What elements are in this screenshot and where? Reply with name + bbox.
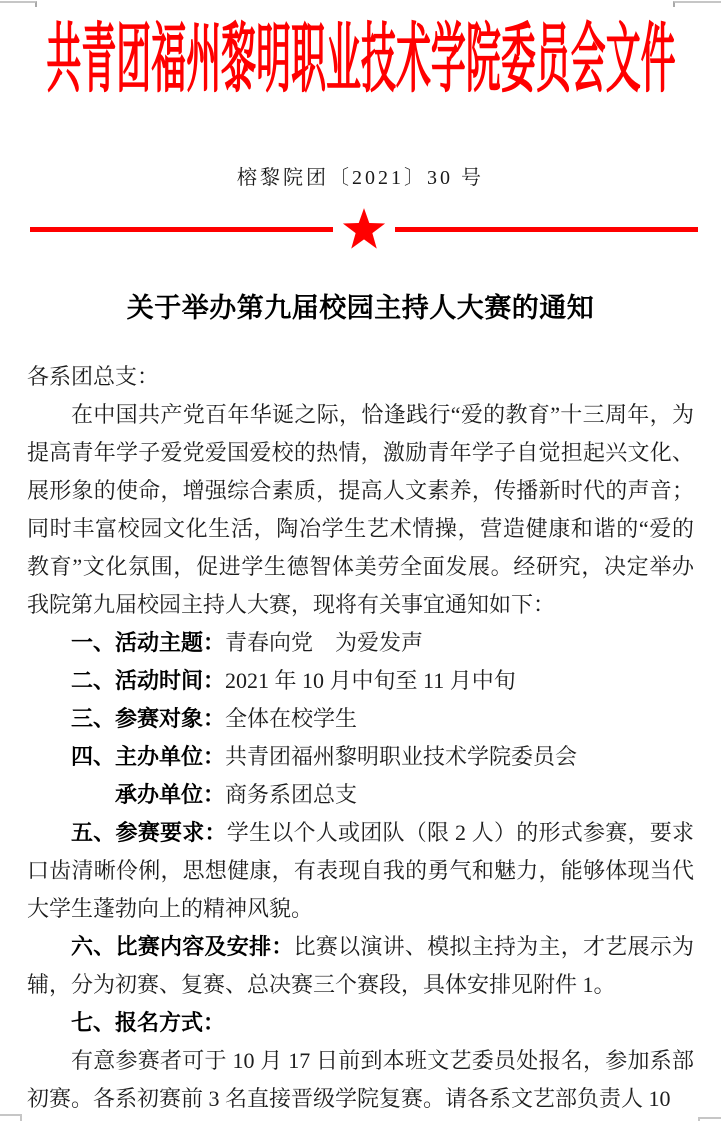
notice-item-time [27,662,694,700]
notice-item-organizer [27,738,694,776]
item-label: 三、参赛对象： [71,706,226,731]
salutation: 各系团总支： [27,364,160,389]
item-text: 2021 年 10 月中旬至 11 月中旬 [225,668,516,693]
item-text: 学生以个人或团队（限 2 人）的形式参赛，要求口齿清晰伶俐，思想健康，有表现自我的勇气和魅力，能够体现当代大学生蓬勃向上的精神风貌。 [27,820,694,921]
closing-paragraph: 有意参赛者可于 10 月 17 日前到本班文艺委员处报名，参加系部初赛。各系初赛前 3 名直接晋级学院复赛。请各系文艺部负责人 10 [27,1048,694,1111]
crop-mark-top-right [673,1,721,7]
crop-mark-bottom-right [698,1117,721,1121]
doc-number: 榕黎院团〔2021〕30 号 [237,167,484,189]
red-divider-left [30,227,333,232]
star-icon [342,208,386,250]
notice-title: 关于举办第九届校园主持人大赛的通知 [126,293,595,323]
item-label: 一、活动主题： [71,630,226,655]
item-label: 承办单位： [115,782,226,807]
red-header-banner [0,12,721,108]
notice-item-undertaker [27,776,694,814]
notice-item-content [27,928,694,1004]
intro-paragraph: 在中国共产党百年华诞之际，恰逢践行“爱的教育”十三周年，为提高青年学子爱党爱国爱校的热情，激励青年学子自觉担起兴文化、展形象的使命，增强综合素质，提高人文素养，传播新时代的声音；同时丰富校园文化生活，陶冶学生艺术情操，营造健康和谐的“爱的教育”文化氛围，促进学生德智体美劳全面发展。经研究，决定举办我院第九届校园主持人大赛，现将有关事宜通知如下： [27,402,694,617]
item-label: 六、比赛内容及安排： [71,934,294,959]
notice-item-requirements [27,814,694,928]
crop-mark-bottom-left [0,1114,22,1121]
item-text: 全体在校学生 [225,706,358,731]
notice-item-participants [27,700,694,738]
item-text: 商务系团总支 [225,782,358,807]
red-divider [30,208,698,250]
banner-title: 共青团福州黎明职业技术学院委员会文件 [45,17,676,102]
item-label: 七、报名方式： [71,1010,226,1035]
item-label: 二、活动时间： [71,668,226,693]
notice-item-registration [27,1004,694,1042]
notice-body [0,358,721,1118]
notice-item-theme [27,624,694,662]
crop-mark-top-left [0,1,37,7]
item-label: 四、主办单位： [71,744,226,769]
item-label: 五、参赛要求： [71,820,227,845]
item-text: 比赛以演讲、模拟主持为主，才艺展示为辅，分为初赛、复赛、总决赛三个赛段，具体安排见附件 1。 [27,934,694,997]
item-text: 共青团福州黎明职业技术学院委员会 [225,744,578,769]
item-text: 青春向党 为爱发声 [225,630,424,655]
red-divider-right [395,227,698,232]
